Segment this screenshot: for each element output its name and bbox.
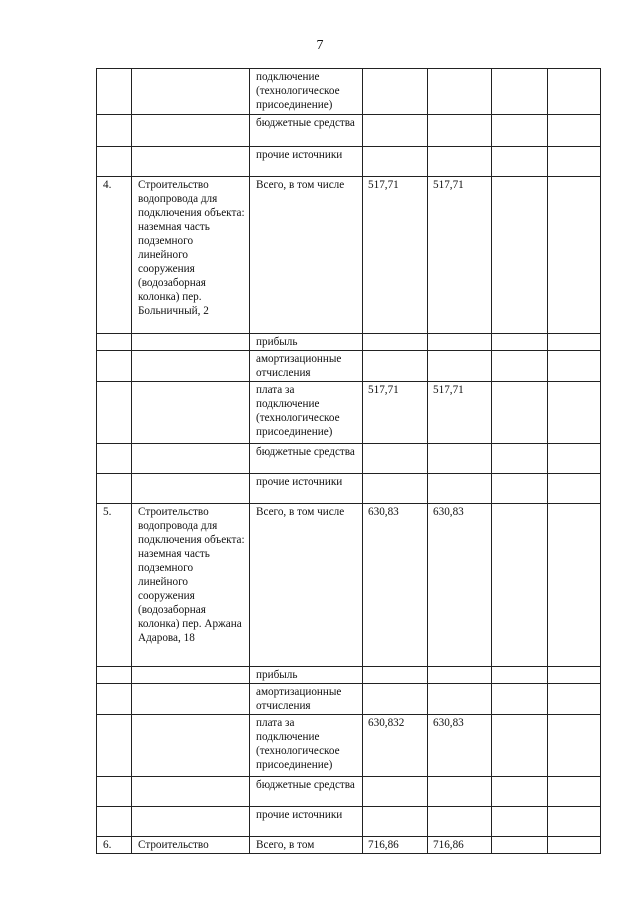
table-row xyxy=(97,777,601,807)
value-cell xyxy=(363,684,428,715)
value-cell xyxy=(548,837,601,854)
value-cell xyxy=(428,474,492,504)
object-name-cell: Строительство водопровода для подключения объекта: наземная часть подземного линейного сооружения (водозаборная колонка) пер. Больничный, 2 xyxy=(132,177,250,334)
row-number-cell: 4. xyxy=(97,177,132,334)
value-cell xyxy=(548,69,601,115)
value-cell xyxy=(548,444,601,474)
value-cell xyxy=(492,115,548,147)
table-row xyxy=(97,147,601,177)
value-cell xyxy=(548,715,601,777)
table-row xyxy=(97,715,601,777)
table-row xyxy=(97,807,601,837)
value-cell xyxy=(492,334,548,351)
object-name-cell: Строительство xyxy=(132,837,250,854)
value-cell xyxy=(492,474,548,504)
row-number-cell xyxy=(97,351,132,382)
value-cell xyxy=(428,351,492,382)
investment-table xyxy=(96,68,601,854)
value-cell xyxy=(492,667,548,684)
value-cell xyxy=(363,444,428,474)
table-row xyxy=(97,444,601,474)
value-cell xyxy=(548,807,601,837)
funding-source-cell: бюджетные средства xyxy=(250,777,363,807)
value-cell xyxy=(548,504,601,667)
value-cell xyxy=(492,837,548,854)
value-cell xyxy=(363,667,428,684)
value-cell xyxy=(492,351,548,382)
value-cell xyxy=(492,504,548,667)
object-name-cell xyxy=(132,147,250,177)
funding-source-cell: амортизационные отчисления xyxy=(250,684,363,715)
funding-source-cell: бюджетные средства xyxy=(250,444,363,474)
value-cell: 630,83 xyxy=(428,504,492,667)
row-number-cell xyxy=(97,715,132,777)
value-cell xyxy=(363,807,428,837)
page-number: 7 xyxy=(316,38,324,53)
value-cell xyxy=(492,807,548,837)
object-name-cell xyxy=(132,807,250,837)
value-cell xyxy=(363,334,428,351)
value-cell xyxy=(548,684,601,715)
value-cell xyxy=(363,351,428,382)
object-name-cell xyxy=(132,351,250,382)
value-cell xyxy=(428,69,492,115)
table-row xyxy=(97,504,601,667)
funding-source-cell: Всего, в том числе xyxy=(250,177,363,334)
table-row xyxy=(97,382,601,444)
value-cell xyxy=(548,115,601,147)
funding-source-cell: плата за подключение (технологическое присоединение) xyxy=(250,715,363,777)
row-number-cell xyxy=(97,444,132,474)
value-cell: 630,83 xyxy=(363,504,428,667)
row-number-cell: 6. xyxy=(97,837,132,854)
table-row xyxy=(97,684,601,715)
value-cell: 517,71 xyxy=(363,177,428,334)
row-number-cell: 5. xyxy=(97,504,132,667)
object-name-cell xyxy=(132,715,250,777)
value-cell xyxy=(428,684,492,715)
value-cell xyxy=(363,69,428,115)
object-name-cell xyxy=(132,444,250,474)
value-cell: 716,86 xyxy=(363,837,428,854)
value-cell xyxy=(548,777,601,807)
object-name-cell xyxy=(132,382,250,444)
value-cell xyxy=(428,444,492,474)
value-cell xyxy=(363,115,428,147)
value-cell: 517,71 xyxy=(428,382,492,444)
value-cell: 630,83 xyxy=(428,715,492,777)
value-cell xyxy=(492,684,548,715)
row-number-cell xyxy=(97,69,132,115)
funding-source-cell: прибыль xyxy=(250,334,363,351)
table-row xyxy=(97,474,601,504)
table-row xyxy=(97,351,601,382)
table-row xyxy=(97,667,601,684)
value-cell xyxy=(492,444,548,474)
value-cell xyxy=(492,147,548,177)
value-cell xyxy=(492,382,548,444)
value-cell xyxy=(428,115,492,147)
object-name-cell xyxy=(132,684,250,715)
value-cell: 716,86 xyxy=(428,837,492,854)
value-cell: 517,71 xyxy=(428,177,492,334)
table-row xyxy=(97,69,601,115)
row-number-cell xyxy=(97,115,132,147)
funding-source-cell: Всего, в том xyxy=(250,837,363,854)
value-cell xyxy=(548,177,601,334)
value-cell xyxy=(548,382,601,444)
funding-source-cell: прочие источники xyxy=(250,147,363,177)
funding-source-cell: плата за подключение (технологическое присоединение) xyxy=(250,382,363,444)
funding-source-cell: прочие источники xyxy=(250,474,363,504)
value-cell xyxy=(363,474,428,504)
value-cell xyxy=(428,147,492,177)
row-number-cell xyxy=(97,777,132,807)
table-row xyxy=(97,177,601,334)
value-cell xyxy=(548,334,601,351)
funding-source-cell: подключение (технологическое присоединение) xyxy=(250,69,363,115)
object-name-cell xyxy=(132,474,250,504)
value-cell xyxy=(548,474,601,504)
funding-source-cell: прибыль xyxy=(250,667,363,684)
value-cell: 517,71 xyxy=(363,382,428,444)
funding-source-cell: амортизационные отчисления xyxy=(250,351,363,382)
table-row xyxy=(97,334,601,351)
value-cell xyxy=(428,667,492,684)
value-cell xyxy=(492,715,548,777)
table-row xyxy=(97,115,601,147)
value-cell xyxy=(363,147,428,177)
object-name-cell xyxy=(132,334,250,351)
value-cell xyxy=(492,177,548,334)
value-cell xyxy=(548,351,601,382)
funding-source-cell: Всего, в том числе xyxy=(250,504,363,667)
value-cell xyxy=(428,807,492,837)
object-name-cell xyxy=(132,667,250,684)
value-cell xyxy=(428,334,492,351)
value-cell xyxy=(548,147,601,177)
value-cell xyxy=(428,777,492,807)
row-number-cell xyxy=(97,382,132,444)
object-name-cell: Строительство водопровода для подключения объекта: наземная часть подземного линейного сооружения (водозаборная колонка) пер. Аржана Адарова, 18 xyxy=(132,504,250,667)
row-number-cell xyxy=(97,807,132,837)
row-number-cell xyxy=(97,667,132,684)
table-body xyxy=(97,69,601,854)
value-cell xyxy=(492,777,548,807)
row-number-cell xyxy=(97,474,132,504)
value-cell xyxy=(548,667,601,684)
object-name-cell xyxy=(132,777,250,807)
row-number-cell xyxy=(97,334,132,351)
table-row xyxy=(97,837,601,854)
object-name-cell xyxy=(132,69,250,115)
funding-source-cell: прочие источники xyxy=(250,807,363,837)
value-cell xyxy=(363,777,428,807)
funding-source-cell: бюджетные средства xyxy=(250,115,363,147)
value-cell: 630,832 xyxy=(363,715,428,777)
row-number-cell xyxy=(97,684,132,715)
object-name-cell xyxy=(132,115,250,147)
row-number-cell xyxy=(97,147,132,177)
value-cell xyxy=(492,69,548,115)
